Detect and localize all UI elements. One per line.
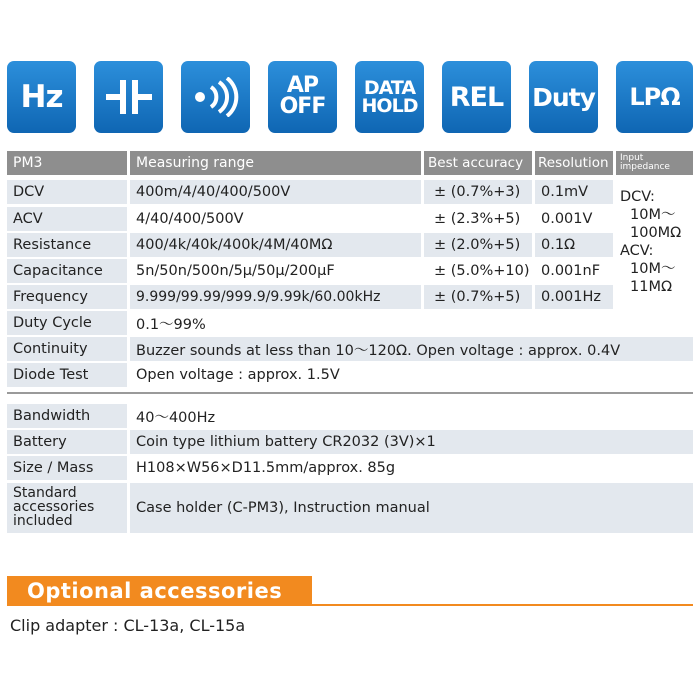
ap-label: AP xyxy=(286,73,319,99)
table-row xyxy=(7,285,693,309)
optional-accessories-title: Optional accessories xyxy=(7,576,312,606)
row-range: 400m/4/40/400/500V xyxy=(130,180,421,204)
table-row xyxy=(7,180,693,204)
row-resolution: 0.1mV xyxy=(535,180,613,204)
general-value: Case holder (C-PM3), Instruction manual xyxy=(130,483,693,533)
continuity-buzzer-icon xyxy=(181,61,250,133)
header-measuring-range: Measuring range xyxy=(130,151,421,175)
row-label: Capacitance xyxy=(7,259,127,283)
hold-label: HOLD xyxy=(361,95,418,117)
row-accuracy: ± (0.7%+3) xyxy=(424,180,532,204)
table-row xyxy=(7,311,693,335)
data-label: DATA xyxy=(363,76,416,99)
capacitance-icon xyxy=(94,61,163,133)
label-line: included xyxy=(13,513,73,529)
row-accuracy: ± (2.3%+5) xyxy=(434,211,521,227)
data-hold-icon xyxy=(355,61,424,133)
row-label: ACV xyxy=(7,207,127,231)
row-range: 9.999/99.99/999.9/9.99k/60.00kHz xyxy=(130,285,421,309)
row-range: Buzzer sounds at less than 10～120Ω. Open voltage : approx. 0.4V xyxy=(130,337,693,361)
data-hold-label xyxy=(361,76,418,117)
table-row xyxy=(7,337,693,361)
label-line: Standard xyxy=(13,485,77,501)
general-label-standard-accessories xyxy=(7,483,127,533)
row-resolution: 0.001V xyxy=(541,211,593,227)
header-input-impedance xyxy=(616,151,693,175)
header-resolution: Resolution xyxy=(535,151,613,175)
row-range: 400/4k/40k/400k/4M/40MΩ xyxy=(130,233,421,257)
row-range: 5n/50n/500n/5μ/50μ/200μF xyxy=(136,263,335,279)
row-label: DCV xyxy=(7,180,127,204)
general-row xyxy=(7,430,693,454)
row-label: Diode Test xyxy=(7,363,127,387)
impedance-line: 100MΩ xyxy=(630,225,682,241)
row-range: 0.1～99% xyxy=(136,316,206,333)
hz-icon xyxy=(7,61,76,133)
impedance-line: 11MΩ xyxy=(630,279,673,295)
section-divider xyxy=(7,392,693,394)
row-label: Duty Cycle xyxy=(7,311,127,335)
row-label: Frequency xyxy=(7,285,127,309)
rel-label: REL xyxy=(449,81,504,113)
row-resolution: 0.001Hz xyxy=(535,285,613,309)
row-accuracy: ± (2.0%+5) xyxy=(424,233,532,257)
lp-ohm-label: LPΩ xyxy=(629,83,680,111)
table-row xyxy=(7,233,693,257)
row-label: Resistance xyxy=(7,233,127,257)
input-impedance-values xyxy=(616,182,693,296)
row-accuracy: ± (5.0%+10) xyxy=(434,263,530,279)
lp-ohm-icon xyxy=(616,61,693,133)
input-impedance-label: Input impedance xyxy=(620,153,670,172)
general-value: Coin type lithium battery CR2032 (3V)×1 xyxy=(130,430,693,454)
header-best-accuracy: Best accuracy xyxy=(424,151,532,175)
row-resolution: 0.1Ω xyxy=(535,233,613,257)
row-resolution: 0.001nF xyxy=(541,263,601,279)
row-label: Continuity xyxy=(7,337,127,361)
general-row xyxy=(7,404,693,428)
ap-off-label xyxy=(279,73,326,119)
table-row xyxy=(7,207,693,231)
general-value: 40～400Hz xyxy=(136,409,216,426)
duty-icon xyxy=(529,61,598,133)
rel-icon xyxy=(442,61,511,133)
optional-accessories-text: Clip adapter : CL-13a, CL-15a xyxy=(10,616,246,635)
duty-label: Duty xyxy=(532,82,595,112)
header-model: PM3 xyxy=(7,151,127,175)
optional-accessories-rule xyxy=(312,604,693,606)
off-label: OFF xyxy=(279,94,326,119)
general-row xyxy=(7,456,693,480)
table-row xyxy=(7,259,693,283)
impedance-line: ACV: xyxy=(620,243,654,259)
label-line: accessories xyxy=(13,499,95,515)
impedance-line: 10M～ xyxy=(630,207,676,223)
row-accuracy: ± (0.7%+5) xyxy=(424,285,532,309)
row-range: Open voltage : approx. 1.5V xyxy=(136,367,340,383)
general-label: Size / Mass xyxy=(7,456,127,480)
hz-label: Hz xyxy=(20,78,63,115)
impedance-line: DCV: xyxy=(620,189,655,205)
feature-icon-row xyxy=(7,61,693,133)
impedance-line: 10M～ xyxy=(630,261,676,277)
general-value: H108×W56×D11.5mm/approx. 85g xyxy=(136,460,396,476)
general-label: Bandwidth xyxy=(7,404,127,428)
row-range: 4/40/400/500V xyxy=(136,211,244,227)
table-row xyxy=(7,363,693,387)
auto-power-off-icon xyxy=(268,61,337,133)
general-label: Battery xyxy=(7,430,127,454)
